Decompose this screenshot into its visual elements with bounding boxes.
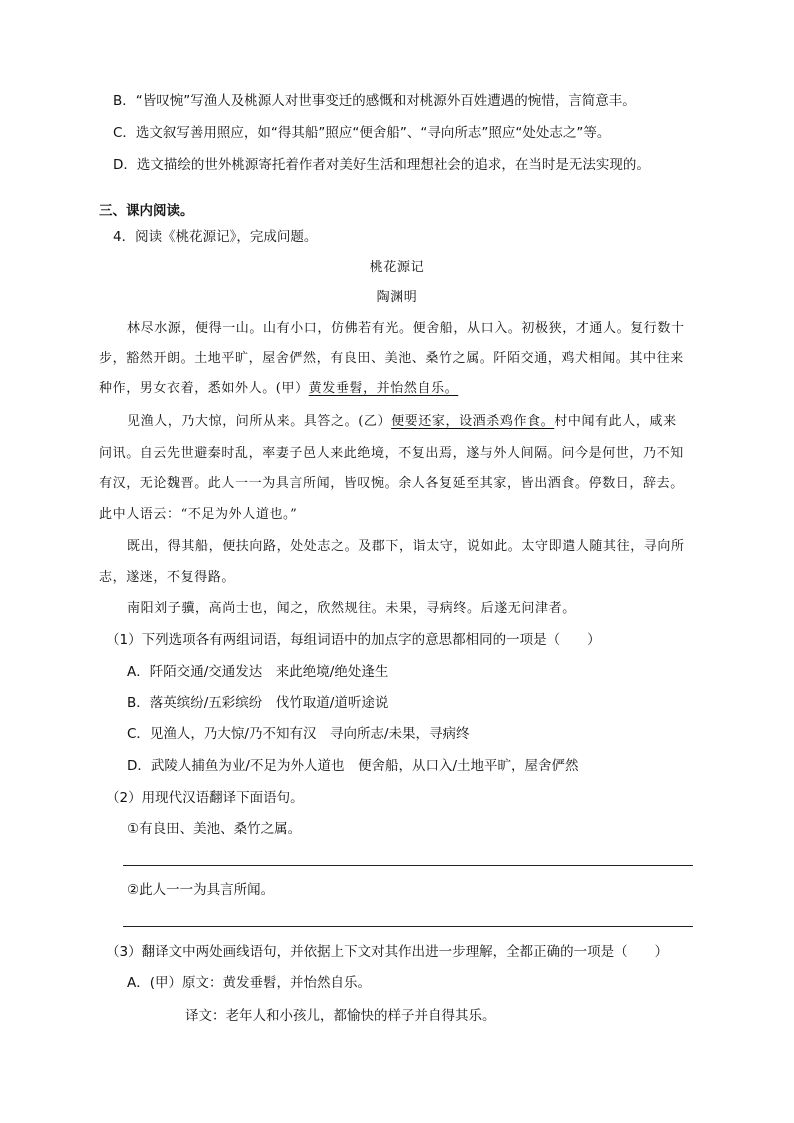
passage-line-text: 村中闻有此人，咸来 bbox=[554, 414, 677, 429]
passage-line: 此中人语云：“不足为外人道也。” bbox=[99, 507, 298, 522]
passage-line bbox=[99, 379, 458, 399]
subquestion-2-sentence-1: ①有良田、美池、桑竹之属。 bbox=[127, 821, 302, 837]
subquestion-2-sentence-2: ②此人一一为具言所闻。 bbox=[127, 882, 275, 898]
underlined-sentence-jia: 黄发垂髫，并怡然自乐。 bbox=[308, 381, 459, 396]
passage-line bbox=[127, 412, 677, 432]
subquestion-3-option-a-original: A．(甲）原文：黄发垂髫，并怡然自乐。 bbox=[127, 975, 372, 991]
subquestion-1-option-b: B．落英缤纷/五彩缤纷 伐竹取道/道听途说 bbox=[127, 695, 389, 711]
passage-line: 有汉，无论魏晋。此人一一为具言所闻，皆叹惋。余人各复延至其家，皆出酒食。停数日，辞去。 bbox=[99, 476, 684, 491]
option-b-text: B．“皆叹惋”写渔人及桃源人对世事变迁的感慨和对桃源外百姓遭遇的惋惜，言简意丰。 bbox=[113, 93, 636, 109]
question-stem: 4．阅读《桃花源记》，完成问题。 bbox=[113, 229, 318, 245]
subquestion-1-option-c: C．见渔人，乃大惊/乃不知有汉 寻向所志/未果，寻病终 bbox=[127, 726, 470, 742]
option-d-text: D．选文描绘的世外桃源寄托着作者对美好生活和理想社会的追求，在当时是无法实现的。 bbox=[113, 157, 650, 173]
subquestion-3-stem: （3）翻译文中两处画线语句，并依据上下文对其作出进一步理解，全都正确的一项是（ ） bbox=[106, 944, 669, 960]
section-heading: 三、课内阅读。 bbox=[99, 203, 194, 219]
passage-line: 南阳刘子骥，高尚士也，闻之，欣然规往。未果，寻病终。后遂无问津者。 bbox=[127, 601, 576, 616]
subquestion-2-stem: （2）用现代汉语翻译下面语句。 bbox=[106, 790, 304, 806]
passage-line-text: 种作，男女衣着，悉如外人。(甲） bbox=[99, 381, 309, 396]
underlined-sentence-yi: 便要还家，设酒杀鸡作食。 bbox=[391, 414, 555, 429]
subquestion-1-option-d: D．武陵人捕鱼为业/不足为外人道也 便舍船，从口入/土地平旷，屋舍俨然 bbox=[127, 758, 579, 774]
passage-author: 陶渊明 bbox=[376, 290, 418, 305]
option-c-text: C．选文叙写善用照应，如“得其船”照应“便舍船”、“寻向所志”照应“处处志之”等。 bbox=[113, 125, 611, 141]
passage-title: 桃花源记 bbox=[369, 260, 425, 275]
passage-line-text: 见渔人，乃大惊，问所从来。具答之。(乙） bbox=[127, 414, 392, 429]
passage-line: 问讯。自云先世避秦时乱，率妻子邑人来此绝境，不复出焉，遂与外人间隔。问今是何世，乃不知 bbox=[99, 446, 684, 461]
subquestion-3-option-a-translation: 译文：老年人和小孩儿，都愉快的样子并自得其乐。 bbox=[185, 1008, 496, 1024]
subquestion-1-stem: （1）下列选项各有两组词语，每组词语中的加点字的意思都相同的一项是（ ） bbox=[106, 632, 601, 648]
passage-line: 步，豁然开朗。土地平旷，屋舍俨然，有良田、美池、桑竹之属。阡陌交通，鸡犬相闻。其中往来 bbox=[99, 351, 684, 366]
passage-line: 志，遂迷，不复得路。 bbox=[99, 570, 236, 585]
answer-line[interactable] bbox=[123, 865, 693, 866]
answer-line[interactable] bbox=[123, 926, 693, 927]
passage-line: 林尽水源，便得一山。山有小口，仿佛若有光。便舍船，从口入。初极狭，才通人。复行数十 bbox=[127, 321, 685, 336]
subquestion-1-option-a: A．阡陌交通/交通发达 来此绝境/绝处逢生 bbox=[127, 664, 389, 680]
passage-line: 既出，得其船，便扶向路，处处志之。及郡下，诣太守，说如此。太守即遣人随其往，寻向所 bbox=[127, 539, 685, 554]
